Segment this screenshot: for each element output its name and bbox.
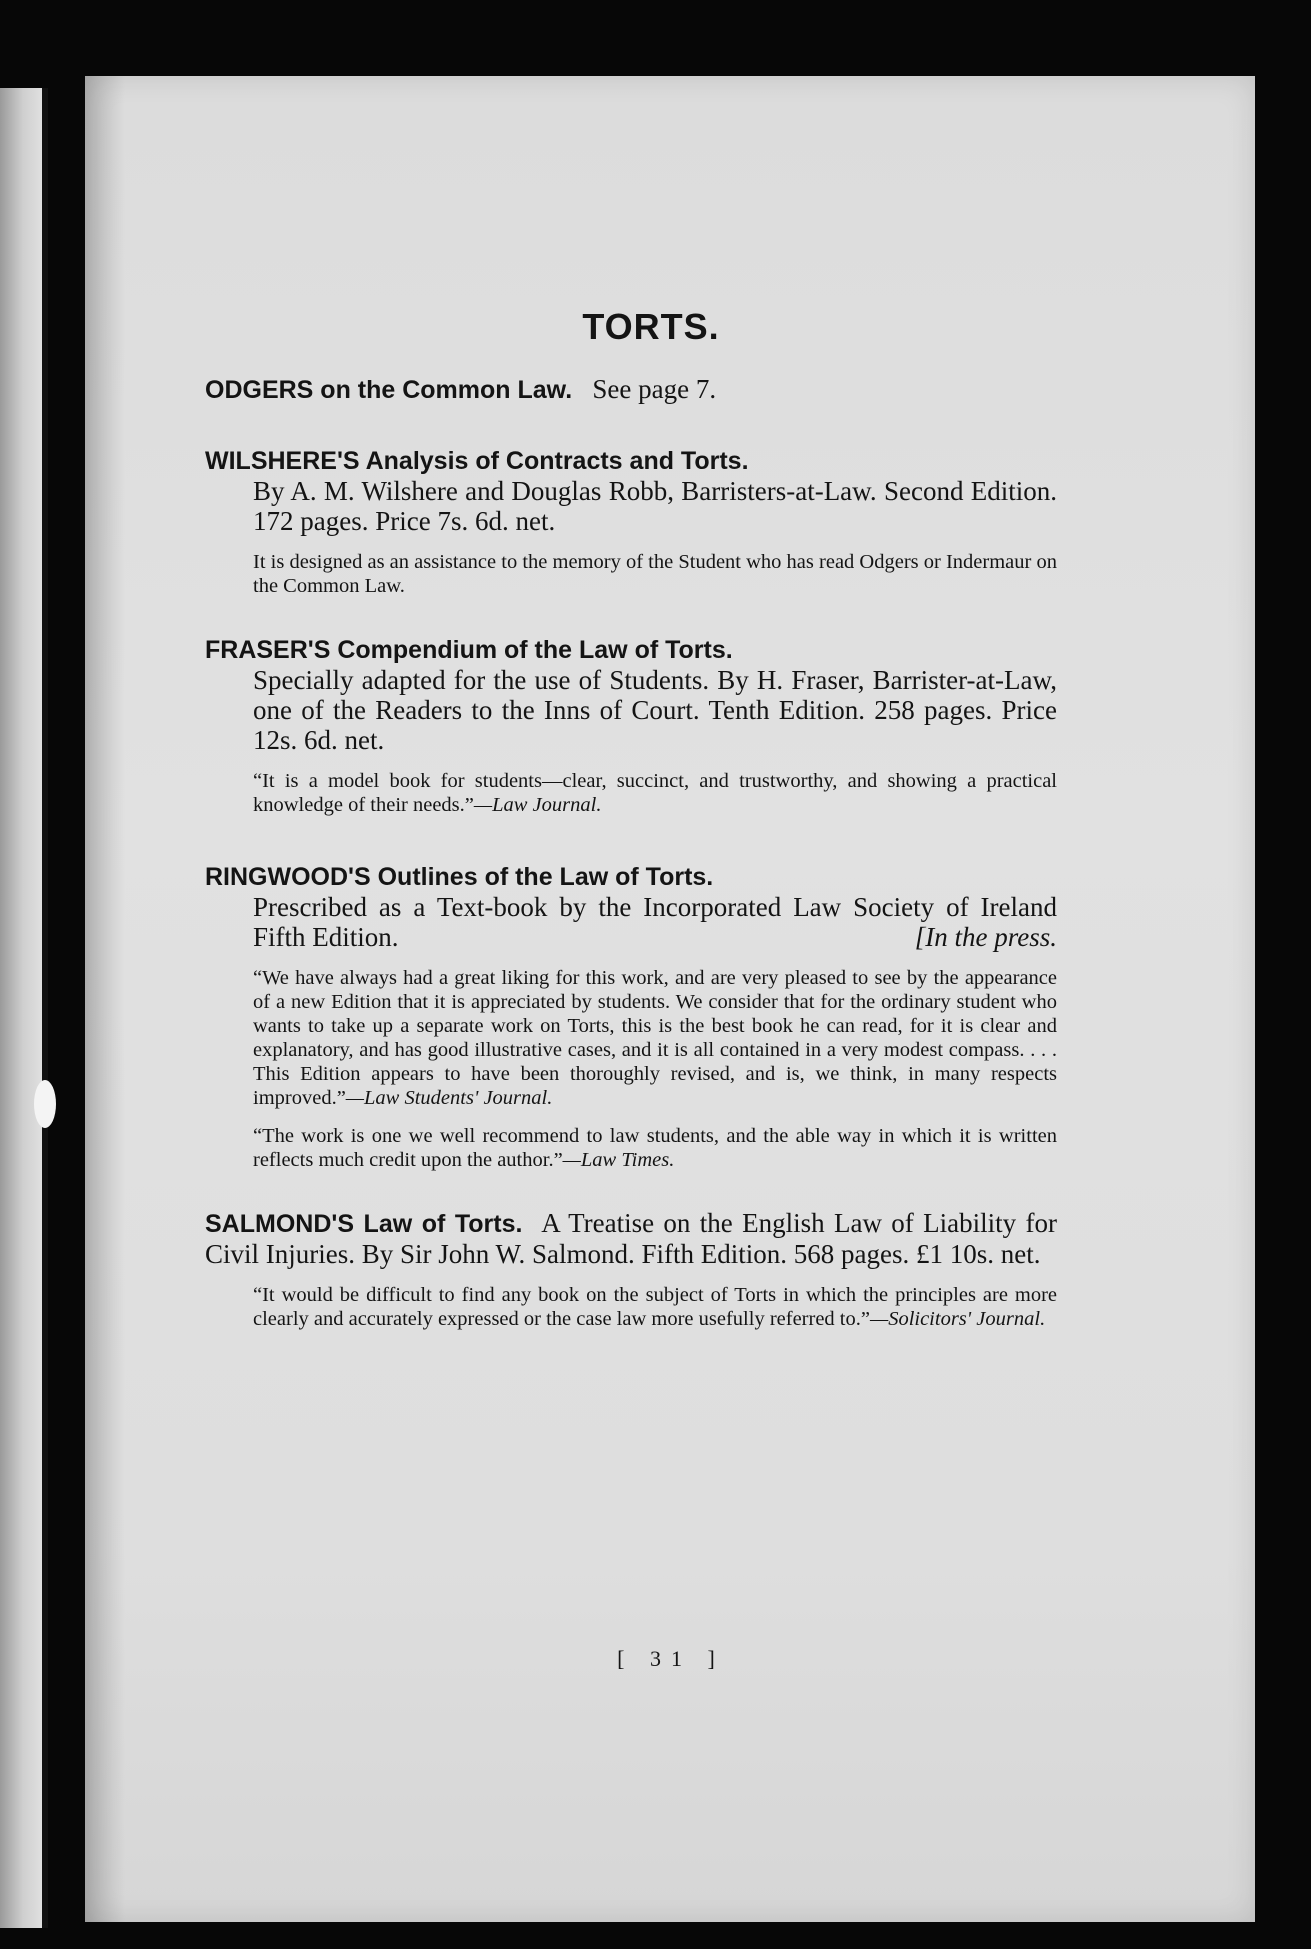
quote-text: “It would be difficult to find any book on the subject of Torts in which the principles are more clearly and accurately expressed or the case law more usefully referred to.” <box>253 1284 1057 1330</box>
entry-header <box>205 1208 1057 1269</box>
quote-source: —Law Times. <box>562 1149 675 1171</box>
page-shadow <box>85 76 125 1922</box>
book-entry <box>205 445 1057 598</box>
review-quote <box>205 769 1057 817</box>
review-quote <box>205 1124 1057 1172</box>
page-number: [ 31 ] <box>617 1646 725 1671</box>
entry-note: It is designed as an assistance to the memory of the Student who has read Odgers or Indermaur on the Common Law. <box>253 551 1057 597</box>
entry-title: FRASER'S Compendium of the Law of Torts. <box>205 636 733 664</box>
entry-title: ODGERS on the Common Law. <box>205 376 573 404</box>
entry-title: WILSHERE'S Analysis of Contracts and Torts. <box>205 447 749 475</box>
review-quote <box>205 966 1057 1110</box>
entry-header <box>205 634 1057 665</box>
quote-source: —Law Journal. <box>473 794 602 816</box>
page-mark <box>34 1080 56 1128</box>
entry-description: Specially adapted for the use of Students. By H. Fraser, Barrister-at-Law, one of the Readers to the Inns of Court. Tenth Edition. 258 pages. Price 12s. 6d. net. <box>253 665 1057 755</box>
entry-header <box>205 861 1057 892</box>
quote-source: —Solicitors' Journal. <box>869 1308 1046 1330</box>
page-gutter <box>42 88 48 1928</box>
book-entry <box>205 861 1057 1172</box>
quote-source: —Law Students' Journal. <box>345 1087 553 1109</box>
entry-description-wrap <box>205 892 1057 952</box>
quote-text: “The work is one we well recommend to law students, and the able way in which it is written reflects much credit upon the author.” <box>253 1125 1057 1171</box>
page-content <box>205 306 1057 1671</box>
entry-description: Prescribed as a Text-book by the Incorporated Law Society of Ireland Fifth Edition. <box>253 892 1057 952</box>
page-heading: TORTS. <box>582 306 720 347</box>
quote-text: “We have always had a great liking for this work, and are very pleased to see by the appearance of a new Edition that it is appreciated by students. We consider that for the ordinary student who wants to take up a separate work on Torts, this is the best book he can read, for it is clear and explanatory, and has good illustrative cases, and it is all contained in a very modest compass. . . . This Edition appears to have been thoroughly revised, and is, we think, in many respects improved.” <box>253 967 1057 1109</box>
entry-description: A Treatise on the English Law of Liability for Civil Injuries. By Sir John W. Salmond. Fifth Edition. 568 pages. £1 10s. net. <box>205 1208 1057 1269</box>
quote-text: “It is a model book for students—clear, succinct, and trustworthy, and showing a practical knowledge of their needs.” <box>253 770 1057 816</box>
book-entry <box>205 1208 1057 1331</box>
entry-header <box>205 445 1057 476</box>
review-quote <box>205 1283 1057 1331</box>
entry-description: See page 7. <box>592 374 717 404</box>
entry-title: SALMOND'S Law of Torts. <box>205 1210 523 1238</box>
book-entry <box>205 374 1057 405</box>
entry-description: By A. M. Wilshere and Douglas Robb, Barristers-at-Law. Second Edition. 172 pages. Price 7s. 6d. net. <box>253 476 1057 536</box>
press-status: [In the press. <box>914 922 1057 952</box>
book-entry <box>205 634 1057 817</box>
entry-title: RINGWOOD'S Outlines of the Law of Torts. <box>205 863 714 891</box>
book-page <box>85 76 1255 1922</box>
adjacent-page-edge <box>0 88 42 1928</box>
entry-header <box>205 374 1057 405</box>
